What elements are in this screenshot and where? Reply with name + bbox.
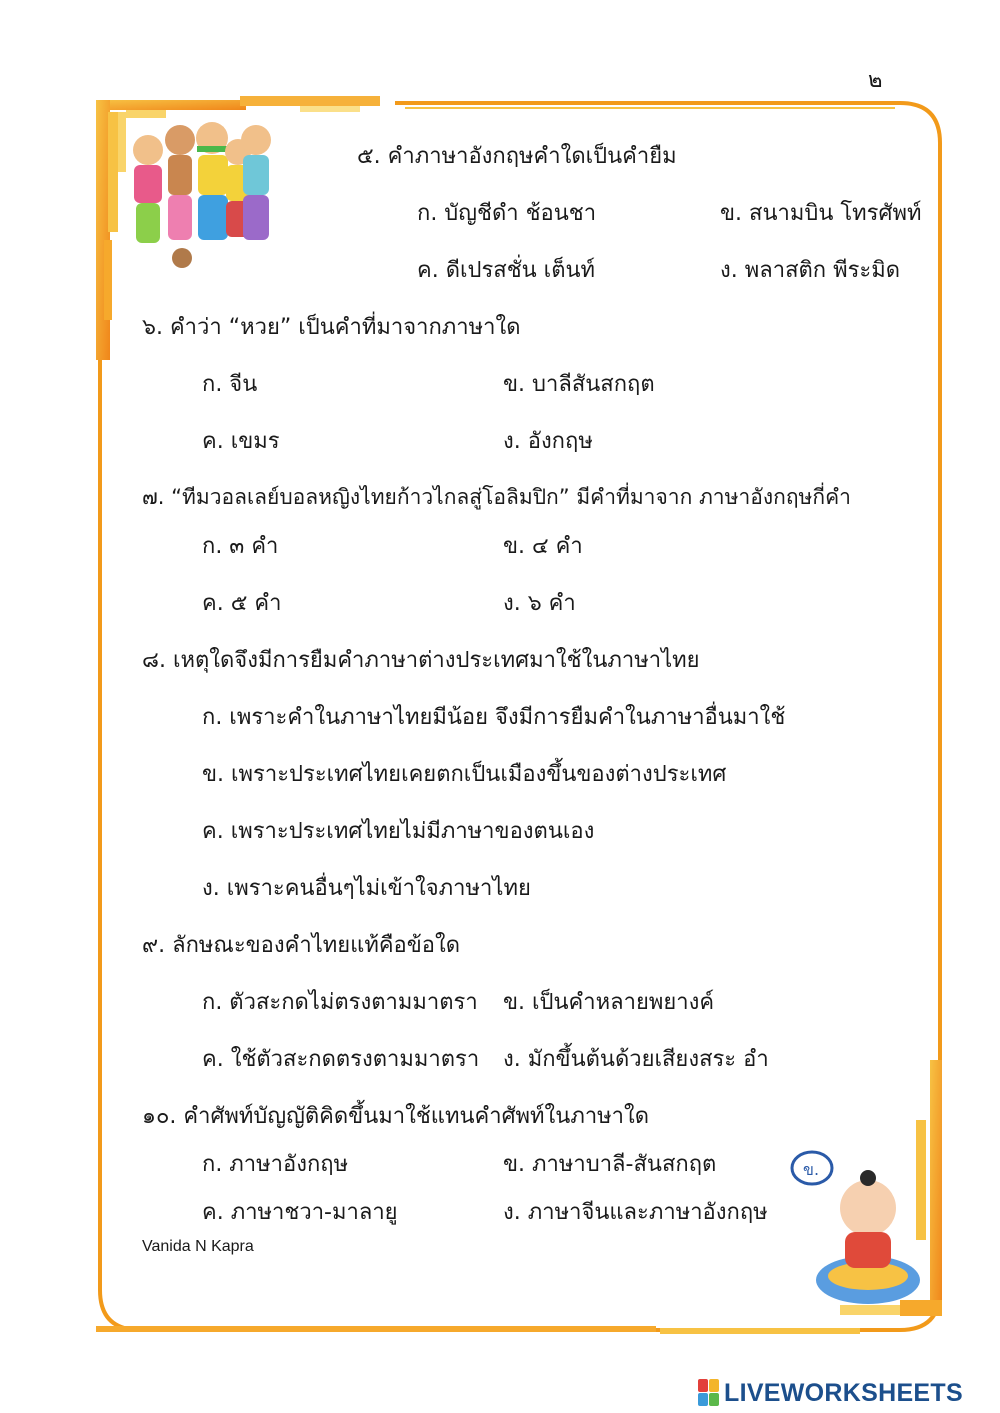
liveworksheets-brand[interactable] [698,1378,963,1408]
option-7d[interactable]: ง. ๖ คำ [503,591,576,616]
question-text: ลักษณะของคำไทยแท้คือข้อใด [172,933,461,958]
question-text: คำศัพท์บัญญัติคิดขึ้นมาใช้แทนคำศัพท์ในภาษาใด [183,1104,650,1129]
option-7a[interactable]: ก. ๓ คำ [202,534,279,559]
question-number: ๑๐. [142,1104,177,1129]
question-text: เหตุใดจึงมีการยืมคำภาษาต่างประเทศมาใช้ในภาษาไทย [172,648,700,673]
question-text: “ทีมวอลเลย์บอลหญิงไทยก้าวไกลสู่โอลิมปิก” มีคำที่มาจาก ภาษาอังกฤษกี่คำ [171,485,851,509]
author-credit: Vanida N Kapra [142,1238,254,1255]
baby-illustration [792,1152,920,1304]
option-10b[interactable]: ข. ภาษาบาลี-สันสกฤต [503,1152,717,1177]
question-number: ๗. [142,485,165,509]
option-5c[interactable]: ค. ดีเปรสชั่น เต็นท์ [417,258,596,283]
option-8a[interactable]: ก. เพราะคำในภาษาไทยมีน้อย จึงมีการยืมคำในภาษาอื่นมาใช้ [202,705,786,730]
option-10d[interactable]: ง. ภาษาจีนและภาษาอังกฤษ [503,1200,768,1225]
question-6 [142,317,521,339]
option-8c[interactable]: ค. เพราะประเทศไทยไม่มีภาษาของตนเอง [202,819,595,844]
question-5 [357,146,677,168]
question-number: ๖. [142,315,163,340]
page-number: ๒ [868,68,883,93]
option-8d[interactable]: ง. เพราะคนอื่นๆไม่เข้าใจภาษาไทย [202,876,531,901]
option-10a[interactable]: ก. ภาษาอังกฤษ [202,1152,349,1177]
option-6b[interactable]: ข. บาลีสันสกฤต [503,372,655,397]
option-9c[interactable]: ค. ใช้ตัวสะกดตรงตามมาตรา [202,1047,480,1072]
option-9a[interactable]: ก. ตัวสะกดไม่ตรงตามมาตรา [202,990,478,1015]
option-6c[interactable]: ค. เขมร [202,429,280,454]
option-7b[interactable]: ข. ๔ คำ [503,534,583,559]
question-number: ๘. [142,648,166,673]
svg-text:ข.: ข. [803,1160,820,1179]
option-5a[interactable]: ก. บัญชีดำ ช้อนชา [417,201,597,226]
liveworksheets-logo-icon [698,1379,720,1407]
flame-ornament-right [96,1060,942,1334]
brand-text: LIVEWORKSHEETS [724,1378,963,1407]
option-6d[interactable]: ง. อังกฤษ [503,429,593,454]
option-10c[interactable]: ค. ภาษาชวา-มาลายู [202,1200,398,1225]
question-text: คำภาษาอังกฤษคำใดเป็นคำยืม [387,144,677,169]
option-5b[interactable]: ข. สนามบิน โทรศัพท์ [720,201,922,226]
option-5d[interactable]: ง. พลาสติก พีระมิด [720,258,901,283]
question-7 [142,487,851,508]
question-10 [142,1106,649,1128]
question-number: ๙. [142,933,166,958]
question-8 [142,650,700,672]
option-9b[interactable]: ข. เป็นคำหลายพยางค์ [503,990,715,1015]
option-6a[interactable]: ก. จีน [202,372,258,397]
option-9d[interactable]: ง. มักขึ้นต้นด้วยเสียงสระ อำ [503,1047,769,1072]
question-9 [142,935,460,957]
question-text: คำว่า “หวย” เป็นคำที่มาจากภาษาใด [169,315,521,340]
option-8b[interactable]: ข. เพราะประเทศไทยเคยตกเป็นเมืองขึ้นของต่างประเทศ [202,762,727,787]
question-number: ๕. [357,144,381,169]
option-7c[interactable]: ค. ๕ คำ [202,591,282,616]
children-illustration [133,122,271,268]
